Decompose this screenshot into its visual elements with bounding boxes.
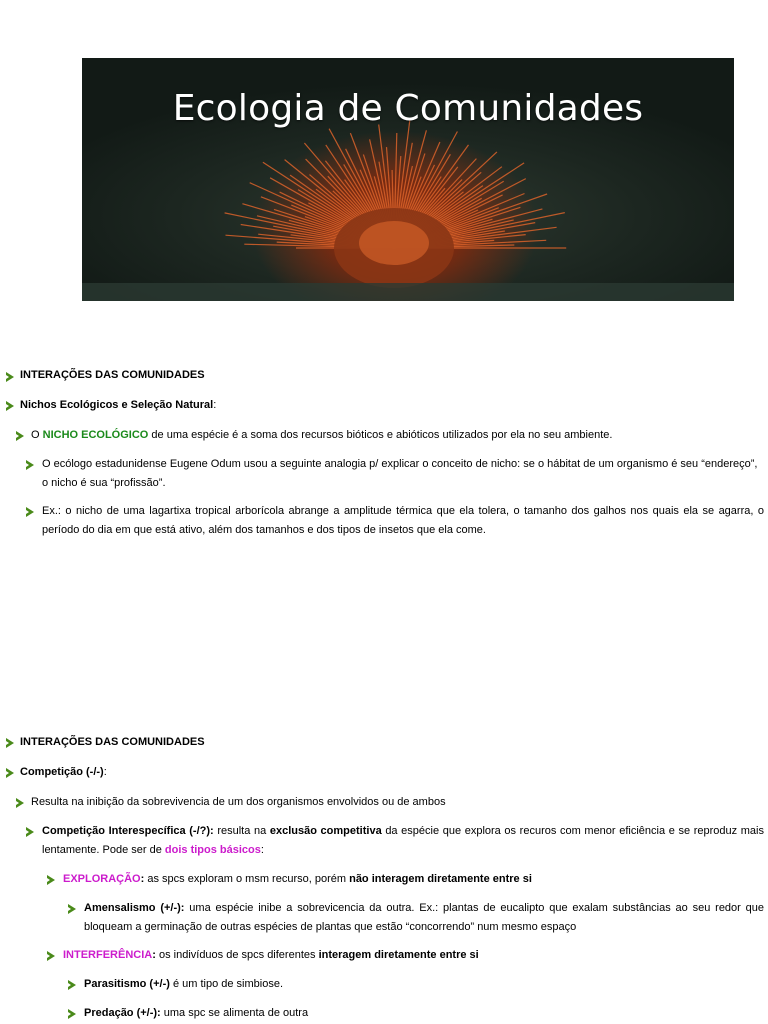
- bullet-arrow-icon: [47, 875, 55, 885]
- title-banner: [82, 58, 734, 301]
- nichos-heading: Nichos Ecológicos e Seleção Natural:: [20, 399, 217, 411]
- banner-title: Ecologia de Comunidades: [172, 88, 644, 129]
- section2-heading: INTERAÇÕES DAS COMUNIDADES: [20, 736, 205, 748]
- resulta-text: Resulta na inibição da sobrevivencia de um dos organismos envolvidos ou de ambos: [31, 796, 446, 808]
- predacao-item: Predação (+/-): uma spc se alimenta de outra: [84, 1007, 309, 1019]
- odum-analogy: O ecólogo estadunidense Eugene Odum usou a seguinte analogia p/ explicar o conceito de nicho: se o hábitat de um organismo é seu “endereço”, o nicho é sua “profissão”.: [42, 458, 758, 489]
- exploracao-item: EXPLORAÇÃO: as spcs exploram o msm recurso, porém não interagem diretamente entre si: [63, 873, 532, 885]
- bullet-arrow-icon: [26, 507, 34, 517]
- interferencia-item: INTERFERÊNCIA: os indivíduos de spcs diferentes interagem diretamente entre si: [63, 949, 479, 961]
- bullet-arrow-icon: [16, 798, 24, 808]
- parasitismo-item: Parasitismo (+/-) é um tipo de simbiose.: [84, 978, 284, 990]
- competicao-heading: Competição (-/-):: [20, 766, 107, 778]
- bullet-arrow-icon: [6, 738, 14, 748]
- bullet-arrow-icon: [68, 904, 76, 914]
- nicho-definition: O NICHO ECOLÓGICO de uma espécie é a soma dos recursos bióticos e abióticos utilizados por ela no seu ambiente.: [31, 429, 613, 441]
- lagartixa-example: Ex.: o nicho de uma lagartixa tropical arborícola abrange a amplitude térmica que ela tolera, o tamanho dos galhos nos quais ela se agarra, o período do dia em que está ativo, além dos tamanhos e dos tipos de insetos que ela come.: [42, 505, 764, 536]
- bullet-arrow-icon: [26, 460, 34, 470]
- bullet-arrow-icon: [6, 372, 14, 382]
- amensalismo-item: Amensalismo (+/-): uma espécie inibe a sobrevicencia da outra. Ex.: plantas de eucalipto que exalam substâncias ao seu redor que bloqueam a germinação de outras espécies de plantas que estão “concorrendo” num mesmo espaço: [84, 902, 764, 933]
- competicao-interespecifica: Competição Interespecífica (-/?): resulta na exclusão competitiva da espécie que explora os recuros com menor eficiência e se reproduz mais lentamente. Pode ser de dois tipos básicos:: [42, 825, 764, 856]
- bullet-arrow-icon: [6, 768, 14, 778]
- section1-heading: INTERAÇÕES DAS COMUNIDADES: [20, 369, 205, 381]
- bullet-arrow-icon: [68, 1009, 76, 1019]
- bullet-arrow-icon: [26, 827, 34, 837]
- bullet-arrow-icon: [47, 951, 55, 961]
- bullet-arrow-icon: [68, 980, 76, 990]
- bullet-arrow-icon: [16, 431, 24, 441]
- bullet-arrow-icon: [6, 401, 14, 411]
